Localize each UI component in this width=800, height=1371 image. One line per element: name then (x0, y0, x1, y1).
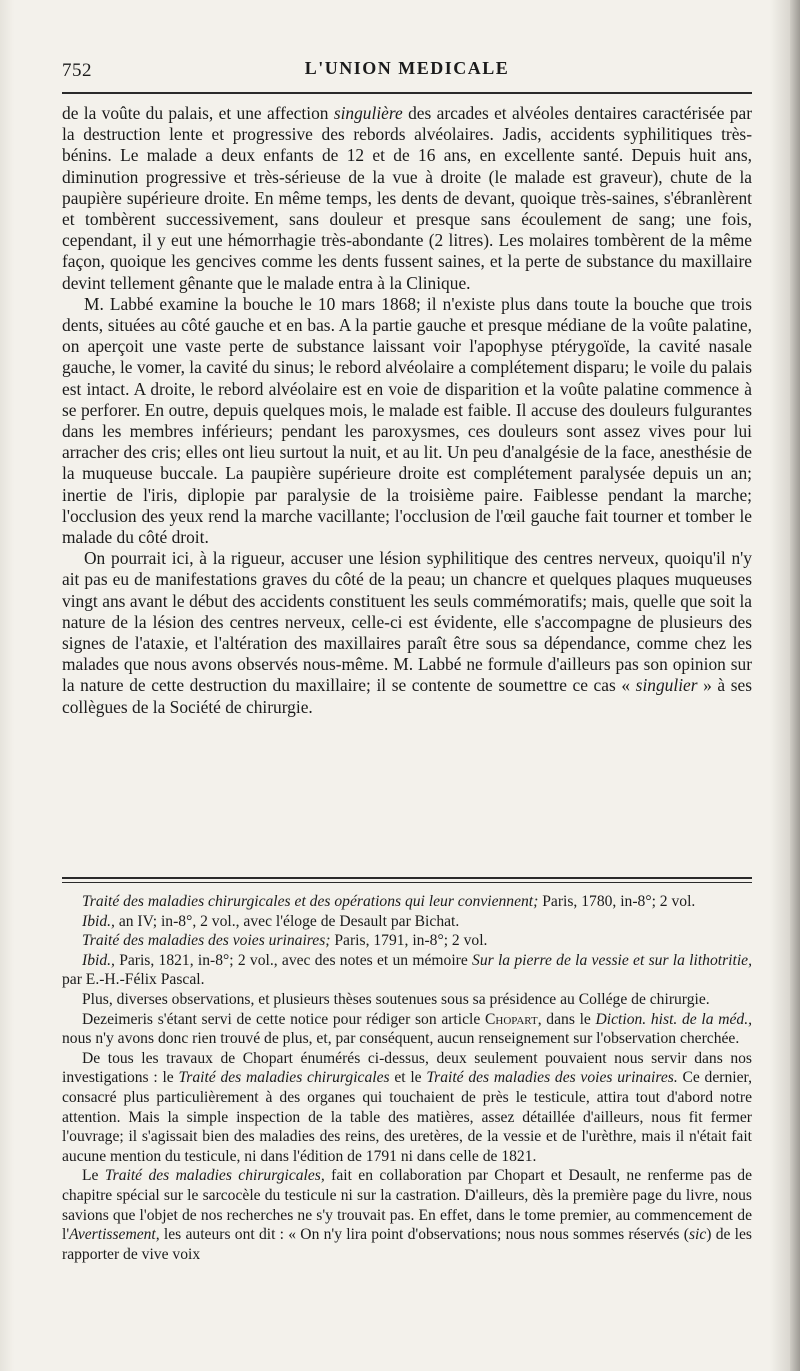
note-3: Traité des maladies des voies urinaires; Paris, 1791, in-8°; 2 vol. (82, 932, 488, 950)
main-text (62, 103, 752, 718)
note-4: Ibid., Paris, 1821, in-8°; 2 vol., avec des notes et un mémoire Sur la pierre de la vessie et sur la lithotritie, par E.-H.-Félix Pascal. (62, 951, 752, 989)
paragraph-2: M. Labbé examine la bouche le 10 mars 1868; il n'existe plus dans toute la bouche que trois dents, situées au côté gauche et en bas. A la partie gauche et presque médiane de la voûte palatine, on aperçoit une vaste perte de substance laissant voir l'apophyse ptérygoïde, la cavité nasale gauche, le vomer, la cavité du sinus; le rebord alvéolaire a complétement disparu; le voile du palais est intact. A droite, le rebord alvéolaire est en voie de disparition et la voûte palatine commence à se perforer. En outre, depuis quelques mois, le malade est faible. Il accuse des douleurs fulgurantes dans les membres inférieurs; pendant les paroxysmes, ces douleurs sont assez vives pour lui arracher des cris; elles ont lieu surtout la nuit, et au lit. Un peu d'analgésie de la face, anesthésie de la muqueuse buccale. La paupière supérieure droite est complétement paralysée depuis un an; inertie de l'iris, diplopie par paralysie de la troisième paire. Faiblesse pendant la marche; l'occlusion des yeux rend la marche vacillante; l'occlusion de l'œil gauche fait tourner et tomber le malade du côté droit. (62, 293, 752, 548)
note-7: De tous les travaux de Chopart énumérés ci-dessus, deux seulement pouvaient nous servir dans nos investigations : le Traité des maladies chirurgicales et le Traité des maladies des voies urinaires. Ce dernier, consacré plus particulièrement à des organes qui touchaient de près le testicule, attira tout d'abord notre attention. Mais la simple inspection de la table des matières, assez détaillée d'ailleurs, nous fit fermer l'ouvrage; il s'agissait bien des maladies des reins, des uretères, de la vessie et de l'urèthre, mais il n'était fait aucune mention du testicule, ni dans l'édition de 1791 ni dans celle de 1821. (62, 1049, 752, 1165)
page-header (62, 58, 752, 84)
section-divider-thick (62, 877, 752, 879)
paragraph-3: On pourrait ici, à la rigueur, accuser une lésion syphilitique des centres nerveux, quoiqu'il n'y ait pas eu de manifestations graves du côté de la peau; un chancre et quelques plaques muqueuses vingt ans avant le début des accidents constituent les seuls commémoratifs; mais, quelle que soit la nature de la lésion des centres nerveux, celle-ci est évidente, elle s'accompagne de plusieurs des signes de l'ataxie, et l'altération des maxillaires paraît être sous sa dépendance, comme chez les malades que nous avons observés nous-même. M. Labbé ne formule d'ailleurs pas son opinion sur la nature de cette destruction du maxillaire; il se contente de soumettre ce cas « singulier » à ses collègues de la Société de chirurgie. (62, 548, 752, 717)
page-edge-shadow (790, 0, 800, 1371)
note-6: Dezeimeris s'étant servi de cette notice pour rédiger son article Chopart, dans le Diction. hist. de la méd., nous n'y avons donc rien trouvé de plus, et, par conséquent, aucun renseignement sur l'observation cherchée. (62, 1010, 752, 1048)
paragraph-1: de la voûte du palais, et une affection singulière des arcades et alvéoles dentaires caractérisée par la destruction lente et progressive des rebords alvéolaires. Jadis, accidents syphilitiques très-bénins. Le malade a deux enfants de 12 et de 16 ans, en excellente santé. Depuis huit ans, diminution progressive et très-sérieuse de la vue à droite (le malade est graveur), chute de la paupière supérieure droite. En même temps, les dents de devant, quoique très-saines, s'ébranlèrent et tombèrent successivement, sans douleur et presque sans écoulement de sang; une fois, cependant, il y eut une hémorrhagie très-abondante (2 litres). Les molaires tombèrent de la même façon, quoique les gencives comme les dents fussent saines, et la perte de substance du maxillaire devint tellement gênante que le malade entra à la Clinique. (62, 103, 753, 293)
page-number: 752 (62, 60, 92, 81)
note-8: Le Traité des maladies chirurgicales, fait en collaboration par Chopart et Desault, ne renferme pas de chapitre spécial sur le sarcocèle du testicule ni sur la castration. D'ailleurs, dès la première page du livre, nous savions que l'objet de nos recherches ne s'y trouvait pas. En effet, dans le tome premier, au commencement de l'Avertissement, les auteurs ont dit : « On n'y lira point d'observations; nous nous sommes réservés (sic) de les rapporter de vive voix (62, 1167, 753, 1263)
header-rule (62, 92, 752, 94)
note-1: Traité des maladies chirurgicales et des opérations qui leur conviennent; Paris, 1780, in-8°; 2 vol. (82, 893, 696, 910)
section-divider-thin (62, 882, 752, 883)
note-5: Plus, diverses observations, et plusieurs thèses soutenues sous sa présidence au Collége de chirurgie. (82, 990, 710, 1008)
running-title: L'UNION MEDICALE (304, 58, 510, 78)
footnotes (62, 892, 752, 1264)
note-2: Ibid., an IV; in-8°, 2 vol., avec l'éloge de Desault par Bichat. (82, 912, 460, 930)
